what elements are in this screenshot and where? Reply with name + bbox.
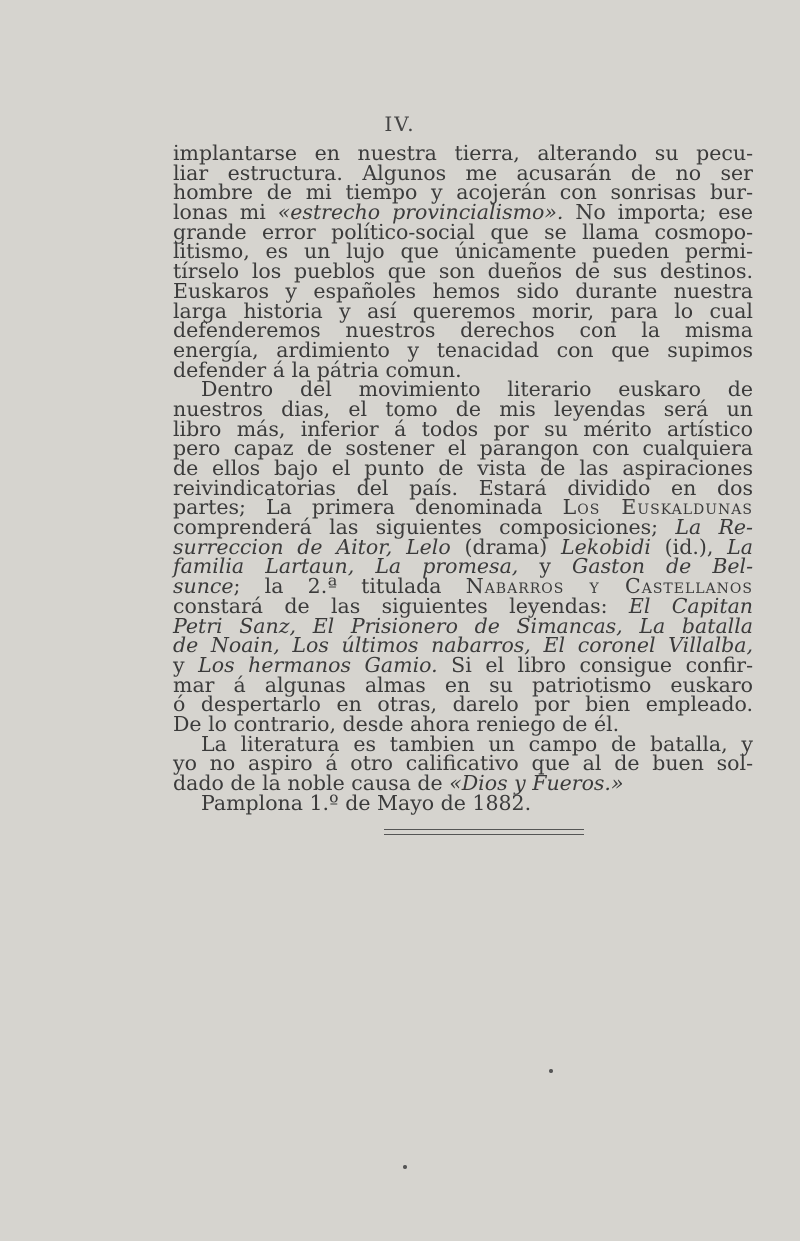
text-run: lonas mi bbox=[173, 200, 278, 225]
text-run: partes; La primera denominada bbox=[173, 495, 563, 520]
text-line: larga historia y así queremos morir, para lo cual bbox=[173, 298, 753, 323]
text-run: Si el libro consigue confir- bbox=[437, 652, 753, 677]
italic-title: «Dios y Fueros.» bbox=[449, 771, 624, 795]
text-run: No importa; ese bbox=[563, 200, 753, 225]
text-run: (drama) bbox=[450, 534, 562, 559]
body-text bbox=[173, 141, 754, 815]
text-line: Pamplona 1.º de Mayo de 1882. bbox=[201, 790, 532, 815]
italic-title: El Capitan bbox=[628, 593, 753, 618]
italic-title: surreccion de Aitor, bbox=[173, 534, 393, 559]
text-line: grande error político-social que se llama cosmopo- bbox=[173, 219, 753, 244]
text-line: ó despertarlo en otras, darelo por bien empleado. bbox=[173, 692, 753, 717]
text-line: tírselo los pueblos que son dueños de sus destinos. bbox=[173, 259, 753, 284]
italic-title: La promesa, bbox=[375, 554, 519, 579]
ink-speck bbox=[403, 1165, 407, 1169]
text-run: y bbox=[173, 652, 199, 677]
italic-title: Petri Sanz, El Prisionero de Simancas, La batalla bbox=[173, 613, 753, 638]
text-line: energía, ardimiento y tenacidad con que supimos bbox=[173, 337, 753, 362]
text-line: mar á algunas almas en su patriotismo euskaro bbox=[173, 672, 753, 697]
text-line: hombre de mi tiempo y acojerán con sonrisas bur- bbox=[173, 180, 753, 205]
text-line: De lo contrario, desde ahora reniego de él. bbox=[173, 711, 620, 736]
text-line: Dentro del movimiento literario euskaro de bbox=[201, 377, 753, 402]
text-line: Euskaros y españoles hemos sido durante nuestra bbox=[173, 278, 753, 303]
double-rule-bottom bbox=[384, 834, 584, 835]
small-caps-title: Nabarros y Castellanos bbox=[465, 574, 753, 599]
text-line: defender á la pátria comun. bbox=[173, 357, 462, 382]
text-line: defenderemos nuestros derechos con la misma bbox=[173, 318, 753, 343]
text-line: de ellos bajo el punto de vista de las aspiraciones bbox=[173, 456, 753, 480]
text-line: libro más, inferior á todos por su mérito artístico bbox=[173, 416, 753, 441]
italic-title: familia Lartaun, bbox=[173, 554, 355, 579]
text-line: reivindicatorias del país. Estará dividido en dos bbox=[173, 475, 753, 500]
italic-title: de Noain, Los últimos nabarros, El coronel Villalba, bbox=[173, 633, 753, 658]
text-line: La literatura es tambien un campo de batalla, y bbox=[201, 731, 753, 756]
text-line: yo no aspiro á otro calificativo que al de buen sol- bbox=[173, 751, 753, 776]
text-run: y bbox=[518, 554, 573, 579]
text-run: constará de las siguientes leyendas: bbox=[173, 593, 629, 618]
text-run: ; la 2.ª titulada bbox=[233, 574, 466, 599]
text-run: comprenderá las siguientes composiciones; bbox=[173, 515, 676, 540]
italic-title: sunce bbox=[173, 574, 234, 599]
text-line: liar estructura. Algunos me acusarán de no ser bbox=[173, 160, 753, 185]
italic-title: Los hermanos Gamio. bbox=[198, 652, 438, 677]
italic-title: La Re- bbox=[675, 515, 753, 540]
italic-title: «estrecho provincialismo». bbox=[277, 200, 564, 225]
italic-title: La bbox=[727, 534, 753, 559]
double-rule-top bbox=[384, 829, 584, 830]
ink-speck bbox=[549, 1069, 553, 1073]
italic-title: Gaston de Bel- bbox=[572, 554, 753, 579]
text-line: nuestros dias, el tomo de mis leyendas será un bbox=[173, 396, 753, 421]
text-run: (id.), bbox=[650, 534, 728, 559]
text-line: pero capaz de sostener el parangon con cualquiera bbox=[173, 436, 753, 461]
text-run: dado de la noble causa de bbox=[173, 771, 450, 795]
italic-title: Lelo bbox=[406, 534, 451, 559]
italic-title: Lekobidi bbox=[561, 534, 651, 559]
small-caps-title: Los Euskaldunas bbox=[562, 495, 754, 520]
page-number: IV. bbox=[384, 112, 416, 136]
text-line: litismo, es un lujo que únicamente pueden permi- bbox=[173, 239, 753, 264]
text-line: implantarse en nuestra tierra, alterando su pecu- bbox=[173, 141, 753, 165]
